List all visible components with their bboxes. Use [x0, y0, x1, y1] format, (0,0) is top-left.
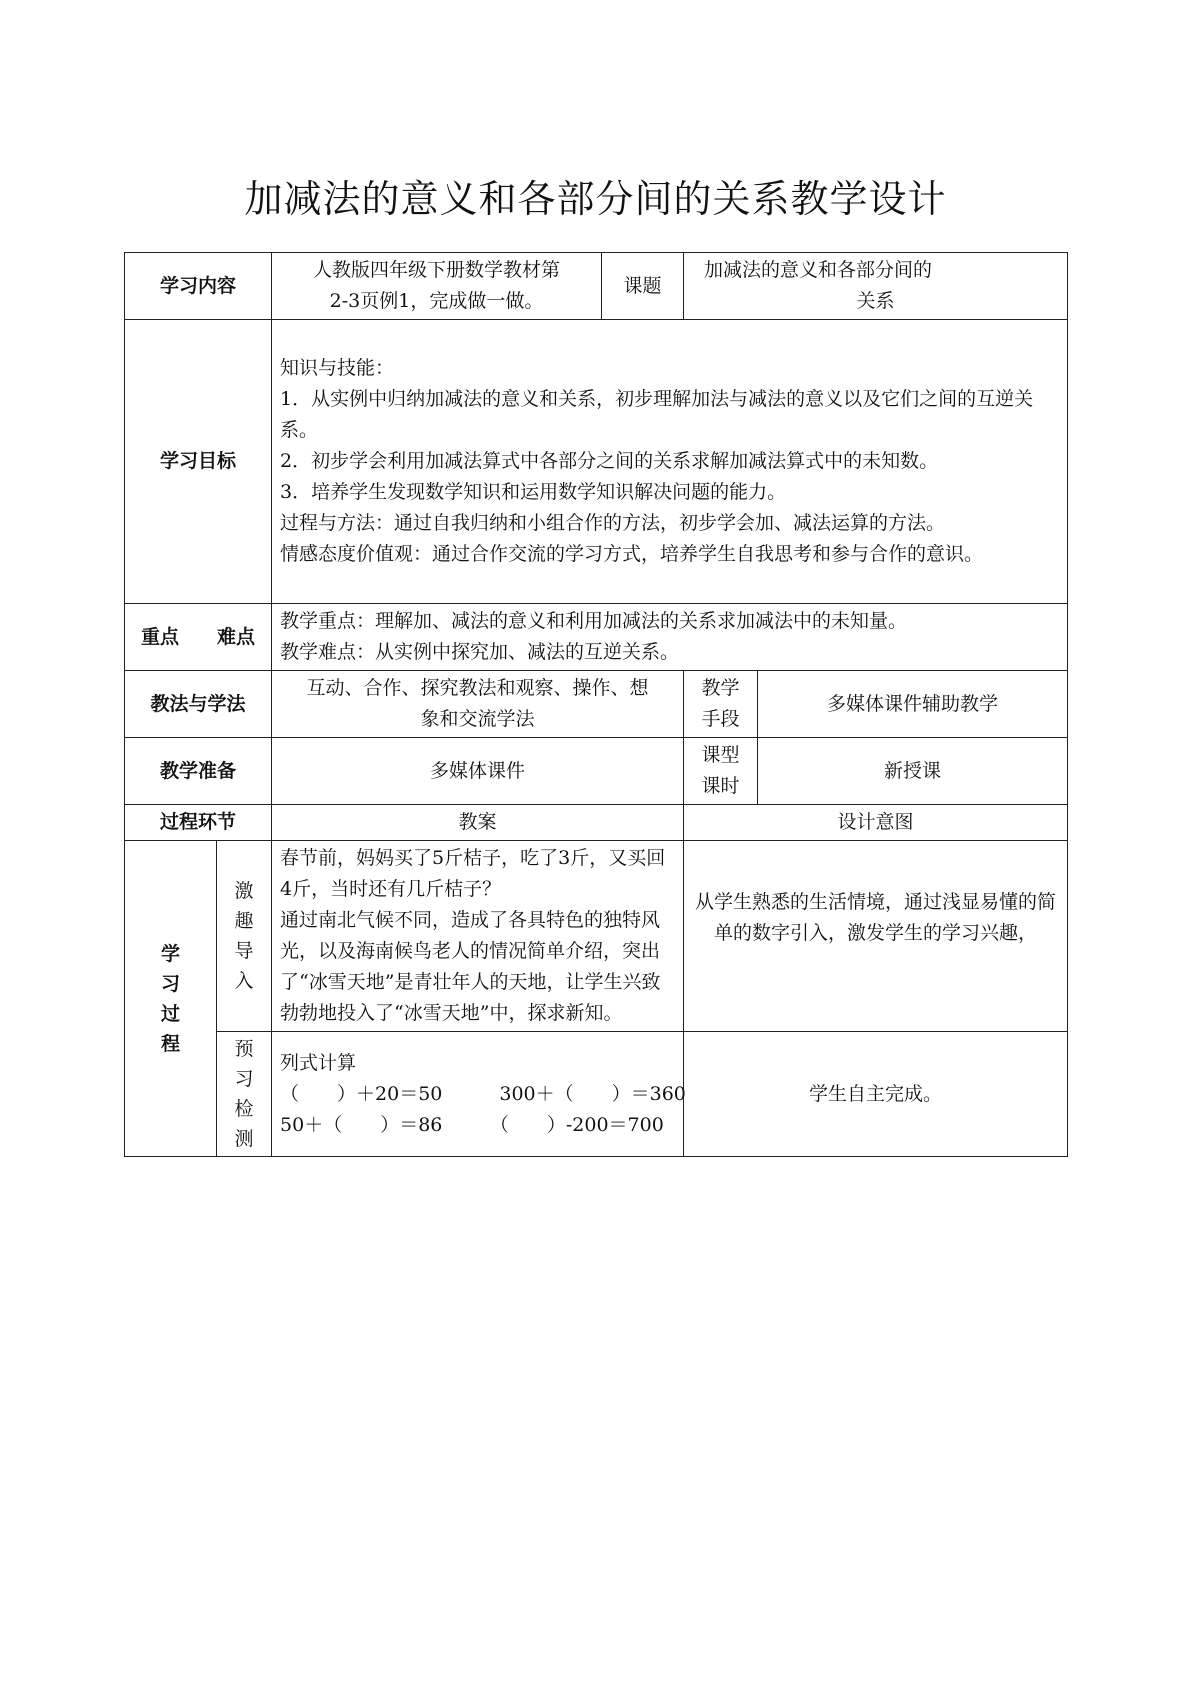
topic-value-line2: 关系 — [856, 290, 895, 312]
means-label-line2: 手段 — [701, 708, 740, 730]
row-content — [125, 253, 1068, 320]
page-title: 加减法的意义和各部分间的关系教学设计 — [244, 177, 947, 221]
intent-header: 设计意图 — [684, 805, 1068, 841]
goals-line: 2．初步学会利用加减法算式中各部分之间的关系求解加减法算式中的未知数。 — [280, 450, 939, 472]
means-label-line1: 教学 — [701, 677, 740, 699]
stage-intro-char: 入 — [234, 970, 254, 992]
stage-preview-char: 测 — [234, 1128, 254, 1150]
prep-value: 多媒体课件 — [272, 738, 684, 805]
stage-preview-formula: （ ）＋20＝50 300＋（ ）＝360 — [280, 1082, 686, 1105]
plan-header: 教案 — [272, 805, 684, 841]
topic-value-line1: 加减法的意义和各部分间的 — [704, 259, 933, 281]
process-label-char: 习 — [160, 972, 180, 995]
stage-intro-name — [217, 841, 272, 1032]
means-label — [684, 671, 758, 738]
methods-label: 教法与学法 — [125, 671, 272, 738]
stage-preview-char: 检 — [234, 1098, 254, 1120]
process-label-char: 程 — [160, 1032, 180, 1055]
stage-intro-plan-line: 通过南北气候不同，造成了各具特色的独特风光，以及海南候鸟老人的情况简单介绍，突出了“冰雪天地”是青壮年人的天地，让学生兴致勃勃地投入了“冰雪天地”中，探求新知。 — [280, 909, 661, 1024]
goals-line: 1．从实例中归纳加减法的意义和关系，初步理解加法与减法的意义以及它们之间的互逆关系。 — [280, 388, 1034, 441]
goals-line: 过程与方法：通过自我归纳和小组合作的方法，初步学会加、减法运算的方法。 — [280, 512, 946, 534]
row-stage-preview — [125, 1032, 1068, 1157]
stage-preview-char: 习 — [234, 1068, 254, 1090]
type-label-line2: 课时 — [701, 775, 740, 797]
methods-line2: 象和交流学法 — [420, 708, 535, 730]
stage-intro-char: 趣 — [234, 910, 254, 932]
stage-preview-intent: 学生自主完成。 — [684, 1032, 1068, 1157]
row-goals — [125, 320, 1068, 604]
key-points-label: 重点 难点 — [125, 604, 272, 671]
stage-intro-char: 激 — [234, 880, 254, 902]
type-label — [684, 738, 758, 805]
row-process-header — [125, 805, 1068, 841]
content-label: 学习内容 — [125, 253, 272, 320]
process-header-label: 过程环节 — [125, 805, 272, 841]
difficult-point-text: 教学难点：从实例中探究加、减法的互逆关系。 — [280, 641, 680, 663]
stage-intro-char: 导 — [234, 940, 254, 962]
row-methods — [125, 671, 1068, 738]
key-point-text: 教学重点：理解加、减法的意义和利用加减法的关系求加减法中的未知量。 — [280, 610, 908, 632]
means-value: 多媒体课件辅助教学 — [758, 671, 1068, 738]
prep-label: 教学准备 — [125, 738, 272, 805]
row-key-points — [125, 604, 1068, 671]
methods-line1: 互动、合作、探究教法和观察、操作、想 — [306, 677, 649, 699]
content-value-line2: 2-3页例1，完成做一做。 — [329, 290, 544, 312]
process-label — [125, 841, 217, 1157]
lesson-plan-table — [124, 252, 1068, 1157]
stage-intro-plan-line: 春节前，妈妈买了5斤桔子，吃了3斤，又买回4斤，当时还有几斤桔子？ — [280, 847, 666, 900]
goals-line: 知识与技能： — [280, 357, 395, 379]
process-label-char: 学 — [160, 942, 180, 965]
goals-line: 情感态度价值观：通过合作交流的学习方式，培养学生自我思考和参与合作的意识。 — [280, 543, 984, 565]
content-value-line1: 人教版四年级下册数学教材第 — [313, 259, 561, 281]
row-prep — [125, 738, 1068, 805]
goals-label: 学习目标 — [125, 320, 272, 604]
key-points-content — [272, 604, 1068, 671]
type-value: 新授课 — [758, 738, 1068, 805]
topic-value — [684, 253, 1068, 320]
stage-intro-plan — [272, 841, 684, 1032]
content-value — [272, 253, 602, 320]
process-label-char: 过 — [160, 1002, 180, 1025]
topic-label: 课题 — [602, 253, 684, 320]
stage-preview-char: 预 — [234, 1038, 254, 1060]
stage-preview-formula: 50＋（ ）＝86 （ ）-200＝700 — [280, 1113, 664, 1136]
stage-intro-intent: 从学生熟悉的生活情境，通过浅显易懂的简单的数字引入，激发学生的学习兴趣， — [684, 841, 1068, 1032]
methods-value — [272, 671, 684, 738]
goals-content — [272, 320, 1068, 604]
row-stage-intro — [125, 841, 1068, 1032]
type-label-line1: 课型 — [701, 744, 740, 766]
stage-preview-plan — [272, 1032, 684, 1157]
stage-preview-title: 列式计算 — [280, 1051, 357, 1074]
stage-preview-name — [217, 1032, 272, 1157]
goals-line: 3．培养学生发现数学知识和运用数学知识解决问题的能力。 — [280, 481, 787, 503]
